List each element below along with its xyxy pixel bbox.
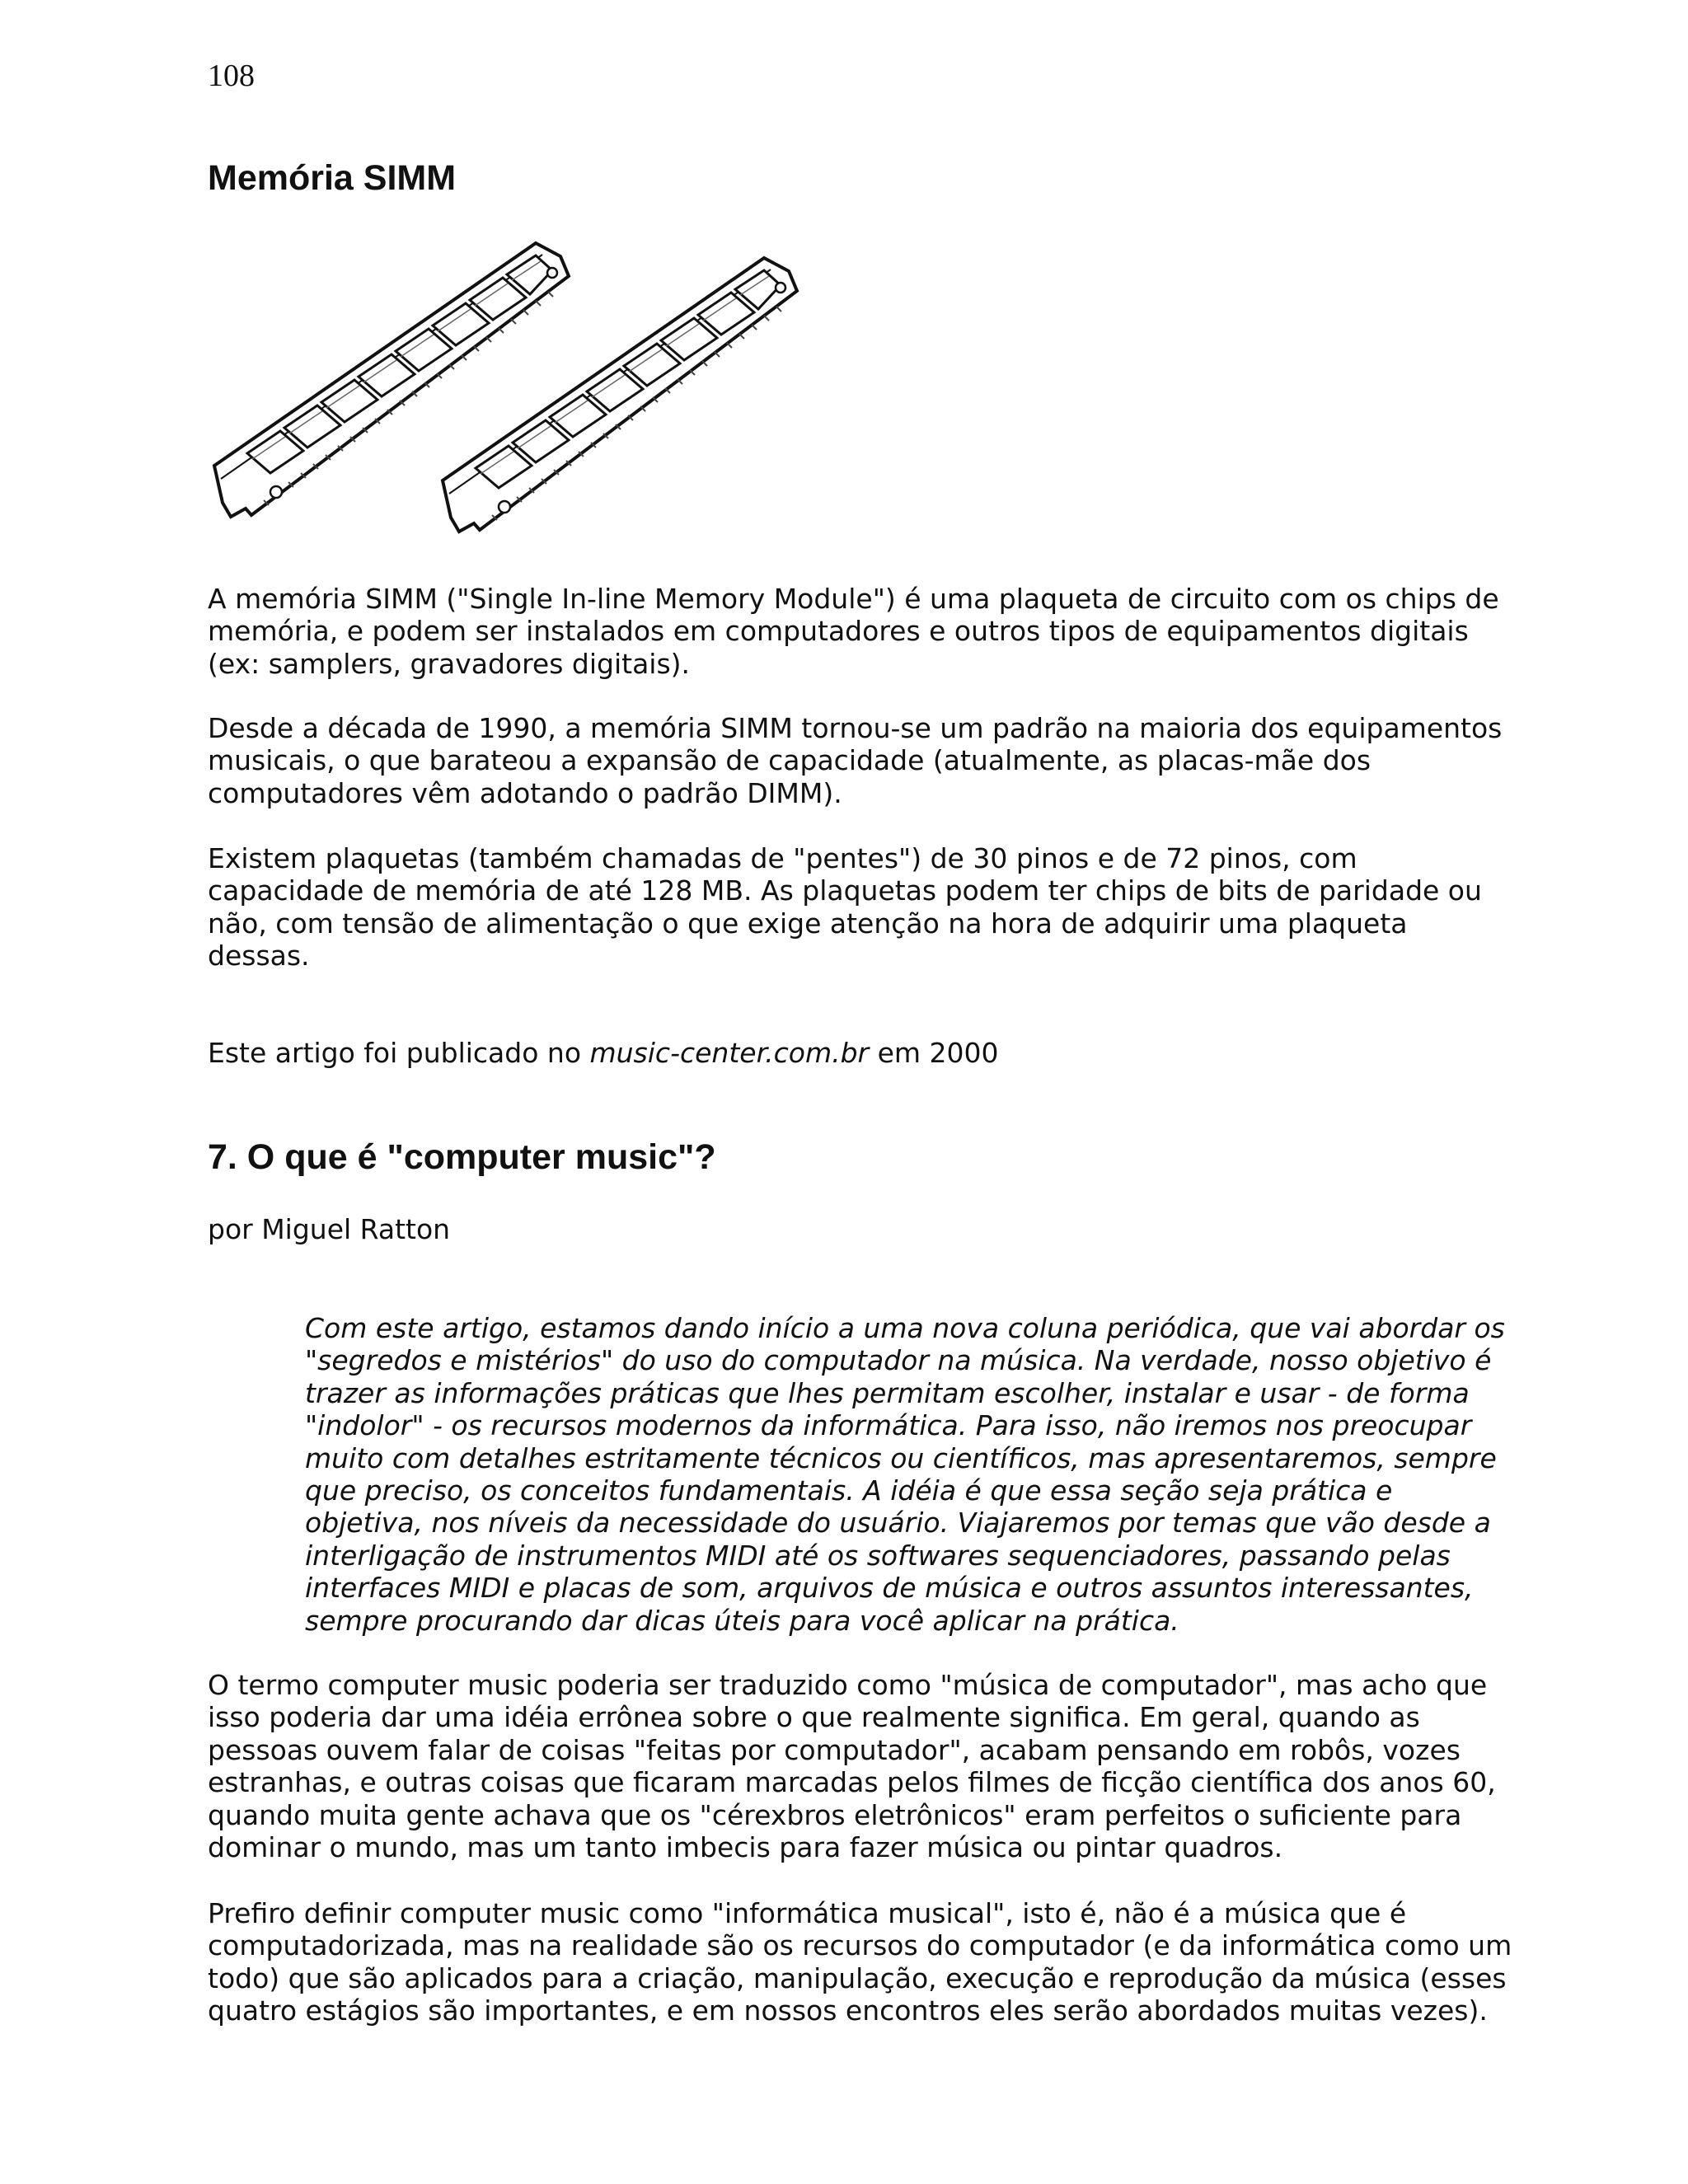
computer-music-paragraph-1: O termo computer music poderia ser traduzido como "música de computador", mas acho que isso poderia dar uma idéia errônea sobre o que realmente significa. Em geral, quando as pessoas ouvem falar de coisas "feitas por computador", acabam pensando em robôs, vozes estranhas, e outras coisas que ficaram marcadas pelos filmes de ficção científica dos anos 60, quando muita gente achava que os "cérexbros eletrônicos" eram perfeitos o suficiente para dominar o mundo, mas um tanto imbecis para fazer música ou pintar quadros. (208, 1669, 1496, 1864)
simm-paragraph-1: A memória SIMM ("Single In-line Memory Module") é uma plaqueta de circuito com os chips de memória, e podem ser instalados em computadores e outros tipos de equipamentos digitais (ex: samplers, gravadores digitais). (208, 583, 1499, 680)
author-line: por Miguel Ratton (208, 1213, 451, 1245)
page-number: 108 (208, 59, 255, 93)
simm-paragraph-3: Existem plaquetas (também chamadas de "pentes") de 30 pinos e de 72 pinos, com capacidade de memória de até 128 MB. As plaquetas podem ter chips de bits de paridade ou não, com tensão de alimentação o que exige atenção na hora de adquirir uma plaqueta dessas. (208, 842, 1482, 972)
intro-quote: Com este artigo, estamos dando início a uma nova coluna periódica, que vai abordar os "segredos e mistérios" do uso do computador na música. Na verdade, nosso objetivo é trazer as informações práticas que lhes permitam escolher, instalar e usar - de forma "indolor" - os recursos modernos da informática. Para isso, não iremos nos preocupar muito com detalhes estritamente técnicos ou científicos, mas apresentaremos, sempre que preciso, os conceitos fundamentais. A idéia é que essa seção seja prática e objetiva, nos níveis da necessidade do usuário. Viajaremos por temas que vão desde a interligação de instrumentos MIDI até os softwares sequenciadores, passando pelas interfaces MIDI e placas de som, arquivos de música e outros assuntos interessantes, sempre procurando dar dicas úteis para você aplicar na prática. (305, 1312, 1505, 1637)
computer-music-paragraph-2: Prefiro definir computer music como "informática musical", isto é, não é a música que é computadorizada, mas na realidade são os recursos do computador (e da informática como um todo) que são aplicados para a criação, manipulação, execução e reprodução da música (esses quatro estágios são importantes, e em nossos encontros eles serão abordados muitas vezes). (208, 1897, 1512, 2027)
publication-site: music-center.com.br (589, 1037, 870, 1069)
simm-modules-illustration (208, 235, 851, 581)
section-title-simm: Memória SIMM (208, 158, 457, 198)
simm-paragraph-2: Desde a década de 1990, a memória SIMM tornou-se um padrão na maioria dos equipamentos musicais, o que barateou a expansão de capacidade (atualmente, as placas-mãe dos computadores vêm adotando o padrão DIMM). (208, 712, 1503, 809)
publication-note: Este artigo foi publicado no music-center.com.br em 2000 (208, 1037, 999, 1069)
section-title-computer-music: 7. O que é "computer music"? (208, 1137, 716, 1177)
